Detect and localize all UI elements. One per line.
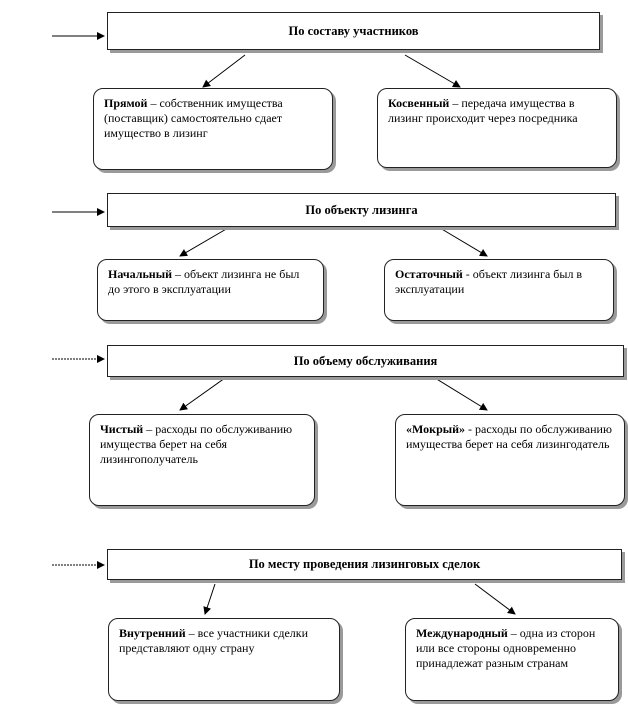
node-direct (93, 88, 333, 170)
node-wet-desc: - расходы по обслуживанию имущества берет на себя лизингодатель (406, 422, 612, 451)
arrow-1-left (203, 55, 245, 87)
node-clean-term: Чистый (100, 422, 144, 436)
header-participants-label: По составу участников (288, 23, 419, 38)
arrow-3-right (435, 378, 487, 410)
node-residual-term: Остаточный (395, 267, 463, 281)
node-residual (384, 259, 614, 321)
node-international-term: Международный (416, 626, 508, 640)
arrow-4-left (205, 584, 215, 614)
header-location-label: По месту проведения лизинговых сделок (248, 557, 481, 571)
node-residual-desc: - объект лизинга был в эксплуатации (395, 267, 583, 296)
node-international-desc: – одна из сторон или все стороны одновременно принадлежат разным странам (416, 626, 596, 670)
header-service (107, 345, 624, 377)
arrow-2-right (440, 228, 487, 256)
node-indirect (377, 88, 617, 168)
header-object-label: По объекту лизинга (305, 202, 418, 217)
header-object (107, 193, 616, 227)
node-clean (89, 414, 315, 506)
arrow-4-right (475, 584, 515, 614)
node-international (405, 618, 619, 701)
header-location (107, 549, 622, 580)
node-domestic (108, 618, 340, 701)
node-clean-desc: – расходы по обслуживанию имущества берет на себя лизингополучатель (100, 422, 293, 466)
arrow-3-left (180, 378, 225, 410)
arrow-2-left (180, 228, 228, 256)
arrow-1-right (405, 55, 460, 87)
node-initial (97, 259, 324, 321)
node-domestic-term: Внутренний (119, 626, 186, 640)
header-participants (107, 12, 600, 50)
node-domestic-desc: – все участники сделки представляют одну страну (119, 626, 309, 655)
node-direct-desc: – собственник имущества (поставщик) самостоятельно сдает имущество в лизинг (104, 96, 283, 140)
node-wet-term: «Мокрый» (406, 422, 466, 436)
header-service-label: По объему обслуживания (293, 353, 438, 368)
node-initial-term: Начальный (108, 267, 173, 281)
node-direct-term: Прямой (104, 96, 148, 110)
node-indirect-term: Косвенный (388, 96, 450, 110)
node-indirect-desc: – передача имущества в лизинг происходит через посредника (388, 96, 578, 125)
node-wet (395, 414, 625, 506)
node-initial-desc: – объект лизинга не был до этого в эксплуатации (108, 267, 300, 296)
